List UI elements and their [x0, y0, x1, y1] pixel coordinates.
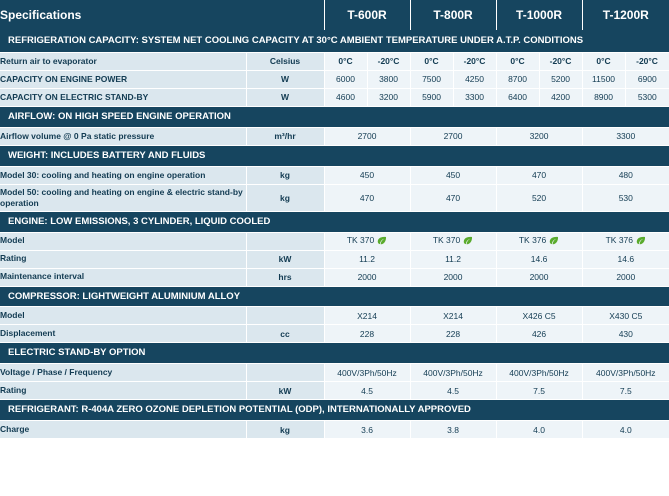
- cell-model50-t1000r: 520: [496, 184, 582, 211]
- model-header-t1000r: T-1000R: [496, 0, 582, 30]
- cell-standby-rating-t600r: 4.5: [324, 382, 410, 400]
- section-compressor: [0, 286, 669, 307]
- model-header-t1200r: T-1200R: [582, 0, 669, 30]
- cell-charge-t600r: 3.6: [324, 421, 410, 439]
- row-label-engine-rating: Rating: [0, 250, 246, 268]
- section-refrigerant: [0, 400, 669, 421]
- cell-engine-power-7: 11500: [582, 70, 625, 88]
- row-unit-charge: kg: [246, 421, 324, 439]
- section-weight: [0, 145, 669, 166]
- cell-voltage-t1000r: 400V/3Ph/50Hz: [496, 364, 582, 382]
- section-standby: [0, 343, 669, 364]
- row-label-airflow-volume: Airflow volume @ 0 Pa static pressure: [0, 127, 246, 145]
- cell-electric-standby-2: 3200: [367, 88, 410, 106]
- row-label-model30: Model 30: cooling and heating on engine operation: [0, 166, 246, 184]
- section-airflow: [0, 106, 669, 127]
- temp-header-3: 0°C: [410, 52, 453, 70]
- row-label-model50: Model 50: cooling and heating on engine & electric stand-by operation: [0, 184, 246, 211]
- cell-charge-t1000r: 4.0: [496, 421, 582, 439]
- row-label-displacement: Displacement: [0, 325, 246, 343]
- cell-engine-rating-t800r: 11.2: [410, 250, 496, 268]
- table-row-charge: [0, 421, 669, 439]
- cell-engine-power-3: 7500: [410, 70, 453, 88]
- temp-header-5: 0°C: [496, 52, 539, 70]
- cell-engine-rating-t1200r: 14.6: [582, 250, 669, 268]
- cell-electric-standby-4: 3300: [453, 88, 496, 106]
- cell-electric-standby-6: 4200: [539, 88, 582, 106]
- section-refrigeration: [0, 30, 669, 52]
- cell-compressor-model-t1000r: X426 C5: [496, 307, 582, 325]
- table-row-displacement: [0, 325, 669, 343]
- section-engine-label: ENGINE: LOW EMISSIONS, 3 CYLINDER, LIQUID COOLED: [0, 211, 669, 232]
- cell-model30-t1200r: 480: [582, 166, 669, 184]
- row-unit-engine-model: [246, 232, 324, 250]
- section-weight-label: WEIGHT: INCLUDES BATTERY AND FLUIDS: [0, 145, 669, 166]
- cell-engine-rating-t1000r: 14.6: [496, 250, 582, 268]
- cell-engine-model-t1200r: [582, 232, 669, 250]
- row-unit-maintenance: hrs: [246, 268, 324, 286]
- cell-engine-power-6: 5200: [539, 70, 582, 88]
- cell-engine-rating-t600r: 11.2: [324, 250, 410, 268]
- table-row-engine-model: [0, 232, 669, 250]
- row-unit-standby-rating: kW: [246, 382, 324, 400]
- row-unit-engine-rating: kW: [246, 250, 324, 268]
- cell-standby-rating-t800r: 4.5: [410, 382, 496, 400]
- row-unit-return-air: Celsius: [246, 52, 324, 70]
- row-unit-model30: kg: [246, 166, 324, 184]
- cell-electric-standby-5: 6400: [496, 88, 539, 106]
- model-header-t600r: T-600R: [324, 0, 410, 30]
- table-row-airflow-volume: [0, 127, 669, 145]
- cell-engine-model-t1000r: [496, 232, 582, 250]
- section-compressor-label: COMPRESSOR: LIGHTWEIGHT ALUMINIUM ALLOY: [0, 286, 669, 307]
- page-title: Specifications: [0, 0, 324, 30]
- temp-header-7: 0°C: [582, 52, 625, 70]
- cell-electric-standby-7: 8900: [582, 88, 625, 106]
- leaf-eco-icon: [377, 236, 387, 247]
- table-row-model50: [0, 184, 669, 211]
- table-row-compressor-model: [0, 307, 669, 325]
- cell-maintenance-t1200r: 2000: [582, 268, 669, 286]
- row-label-engine-power: CAPACITY ON ENGINE POWER: [0, 70, 246, 88]
- cell-compressor-model-t600r: X214: [324, 307, 410, 325]
- engine-model-text-t1000r: TK 376: [518, 235, 547, 246]
- section-engine: [0, 211, 669, 232]
- cell-voltage-t1200r: 400V/3Ph/50Hz: [582, 364, 669, 382]
- temp-header-6: -20°C: [539, 52, 582, 70]
- section-refrigeration-label: REFRIGERATION CAPACITY: SYSTEM NET COOLING CAPACITY AT 30°C AMBIENT TEMPERATURE UNDER A.T.P. CONDITIONS: [0, 30, 669, 52]
- table-row-engine-power: [0, 70, 669, 88]
- temp-header-1: 0°C: [324, 52, 367, 70]
- cell-airflow-volume-t600r: 2700: [324, 127, 410, 145]
- row-label-compressor-model: Model: [0, 307, 246, 325]
- cell-engine-model-t600r: [324, 232, 410, 250]
- cell-displacement-t1000r: 426: [496, 325, 582, 343]
- row-unit-compressor-model: [246, 307, 324, 325]
- cell-engine-power-5: 8700: [496, 70, 539, 88]
- cell-charge-t800r: 3.8: [410, 421, 496, 439]
- cell-maintenance-t600r: 2000: [324, 268, 410, 286]
- cell-standby-rating-t1200r: 7.5: [582, 382, 669, 400]
- table-header-row: [0, 0, 669, 30]
- cell-engine-power-2: 3800: [367, 70, 410, 88]
- cell-compressor-model-t800r: X214: [410, 307, 496, 325]
- table-row-maintenance: [0, 268, 669, 286]
- model-header-t800r: T-800R: [410, 0, 496, 30]
- cell-electric-standby-1: 4600: [324, 88, 367, 106]
- table-row-voltage: [0, 364, 669, 382]
- cell-displacement-t800r: 228: [410, 325, 496, 343]
- cell-voltage-t800r: 400V/3Ph/50Hz: [410, 364, 496, 382]
- cell-model30-t600r: 450: [324, 166, 410, 184]
- table-row-model30: [0, 166, 669, 184]
- cell-electric-standby-3: 5900: [410, 88, 453, 106]
- leaf-eco-icon: [636, 236, 646, 247]
- cell-model50-t600r: 470: [324, 184, 410, 211]
- cell-airflow-volume-t800r: 2700: [410, 127, 496, 145]
- cell-airflow-volume-t1000r: 3200: [496, 127, 582, 145]
- table-row-return-air: [0, 52, 669, 70]
- cell-electric-standby-8: 5300: [625, 88, 669, 106]
- cell-model50-t1200r: 530: [582, 184, 669, 211]
- table-row-standby-rating: [0, 382, 669, 400]
- cell-engine-power-8: 6900: [625, 70, 669, 88]
- cell-charge-t1200r: 4.0: [582, 421, 669, 439]
- section-standby-label: ELECTRIC STAND-BY OPTION: [0, 343, 669, 364]
- section-refrigerant-label: REFRIGERANT: R-404A ZERO OZONE DEPLETION POTENTIAL (ODP), INTERNATIONALLY APPROVED: [0, 400, 669, 421]
- table-row-engine-rating: [0, 250, 669, 268]
- row-unit-airflow-volume: m³/hr: [246, 127, 324, 145]
- cell-engine-model-t800r: [410, 232, 496, 250]
- cell-displacement-t600r: 228: [324, 325, 410, 343]
- cell-engine-power-1: 6000: [324, 70, 367, 88]
- leaf-eco-icon: [549, 236, 559, 247]
- cell-maintenance-t800r: 2000: [410, 268, 496, 286]
- row-unit-model50: kg: [246, 184, 324, 211]
- temp-header-8: -20°C: [625, 52, 669, 70]
- row-label-charge: Charge: [0, 421, 246, 439]
- temp-header-4: -20°C: [453, 52, 496, 70]
- cell-displacement-t1200r: 430: [582, 325, 669, 343]
- row-unit-engine-power: W: [246, 70, 324, 88]
- cell-airflow-volume-t1200r: 3300: [582, 127, 669, 145]
- row-unit-displacement: cc: [246, 325, 324, 343]
- row-label-electric-standby: CAPACITY ON ELECTRIC STAND-BY: [0, 88, 246, 106]
- cell-voltage-t600r: 400V/3Ph/50Hz: [324, 364, 410, 382]
- table-row-electric-standby: [0, 88, 669, 106]
- temp-header-2: -20°C: [367, 52, 410, 70]
- leaf-eco-icon: [463, 236, 473, 247]
- row-unit-voltage: [246, 364, 324, 382]
- cell-standby-rating-t1000r: 7.5: [496, 382, 582, 400]
- row-label-return-air: Return air to evaporator: [0, 52, 246, 70]
- engine-model-text-t600r: TK 370: [346, 235, 375, 246]
- cell-model50-t800r: 470: [410, 184, 496, 211]
- cell-engine-power-4: 4250: [453, 70, 496, 88]
- cell-model30-t1000r: 470: [496, 166, 582, 184]
- row-label-maintenance: Maintenance interval: [0, 268, 246, 286]
- cell-compressor-model-t1200r: X430 C5: [582, 307, 669, 325]
- engine-model-text-t1200r: TK 376: [605, 235, 633, 246]
- row-label-voltage: Voltage / Phase / Frequency: [0, 364, 246, 382]
- row-label-engine-model: Model: [0, 232, 246, 250]
- row-label-standby-rating: Rating: [0, 382, 246, 400]
- cell-model30-t800r: 450: [410, 166, 496, 184]
- row-unit-electric-standby: W: [246, 88, 324, 106]
- section-airflow-label: AIRFLOW: ON HIGH SPEED ENGINE OPERATION: [0, 106, 669, 127]
- engine-model-text-t800r: TK 370: [432, 235, 461, 246]
- cell-maintenance-t1000r: 2000: [496, 268, 582, 286]
